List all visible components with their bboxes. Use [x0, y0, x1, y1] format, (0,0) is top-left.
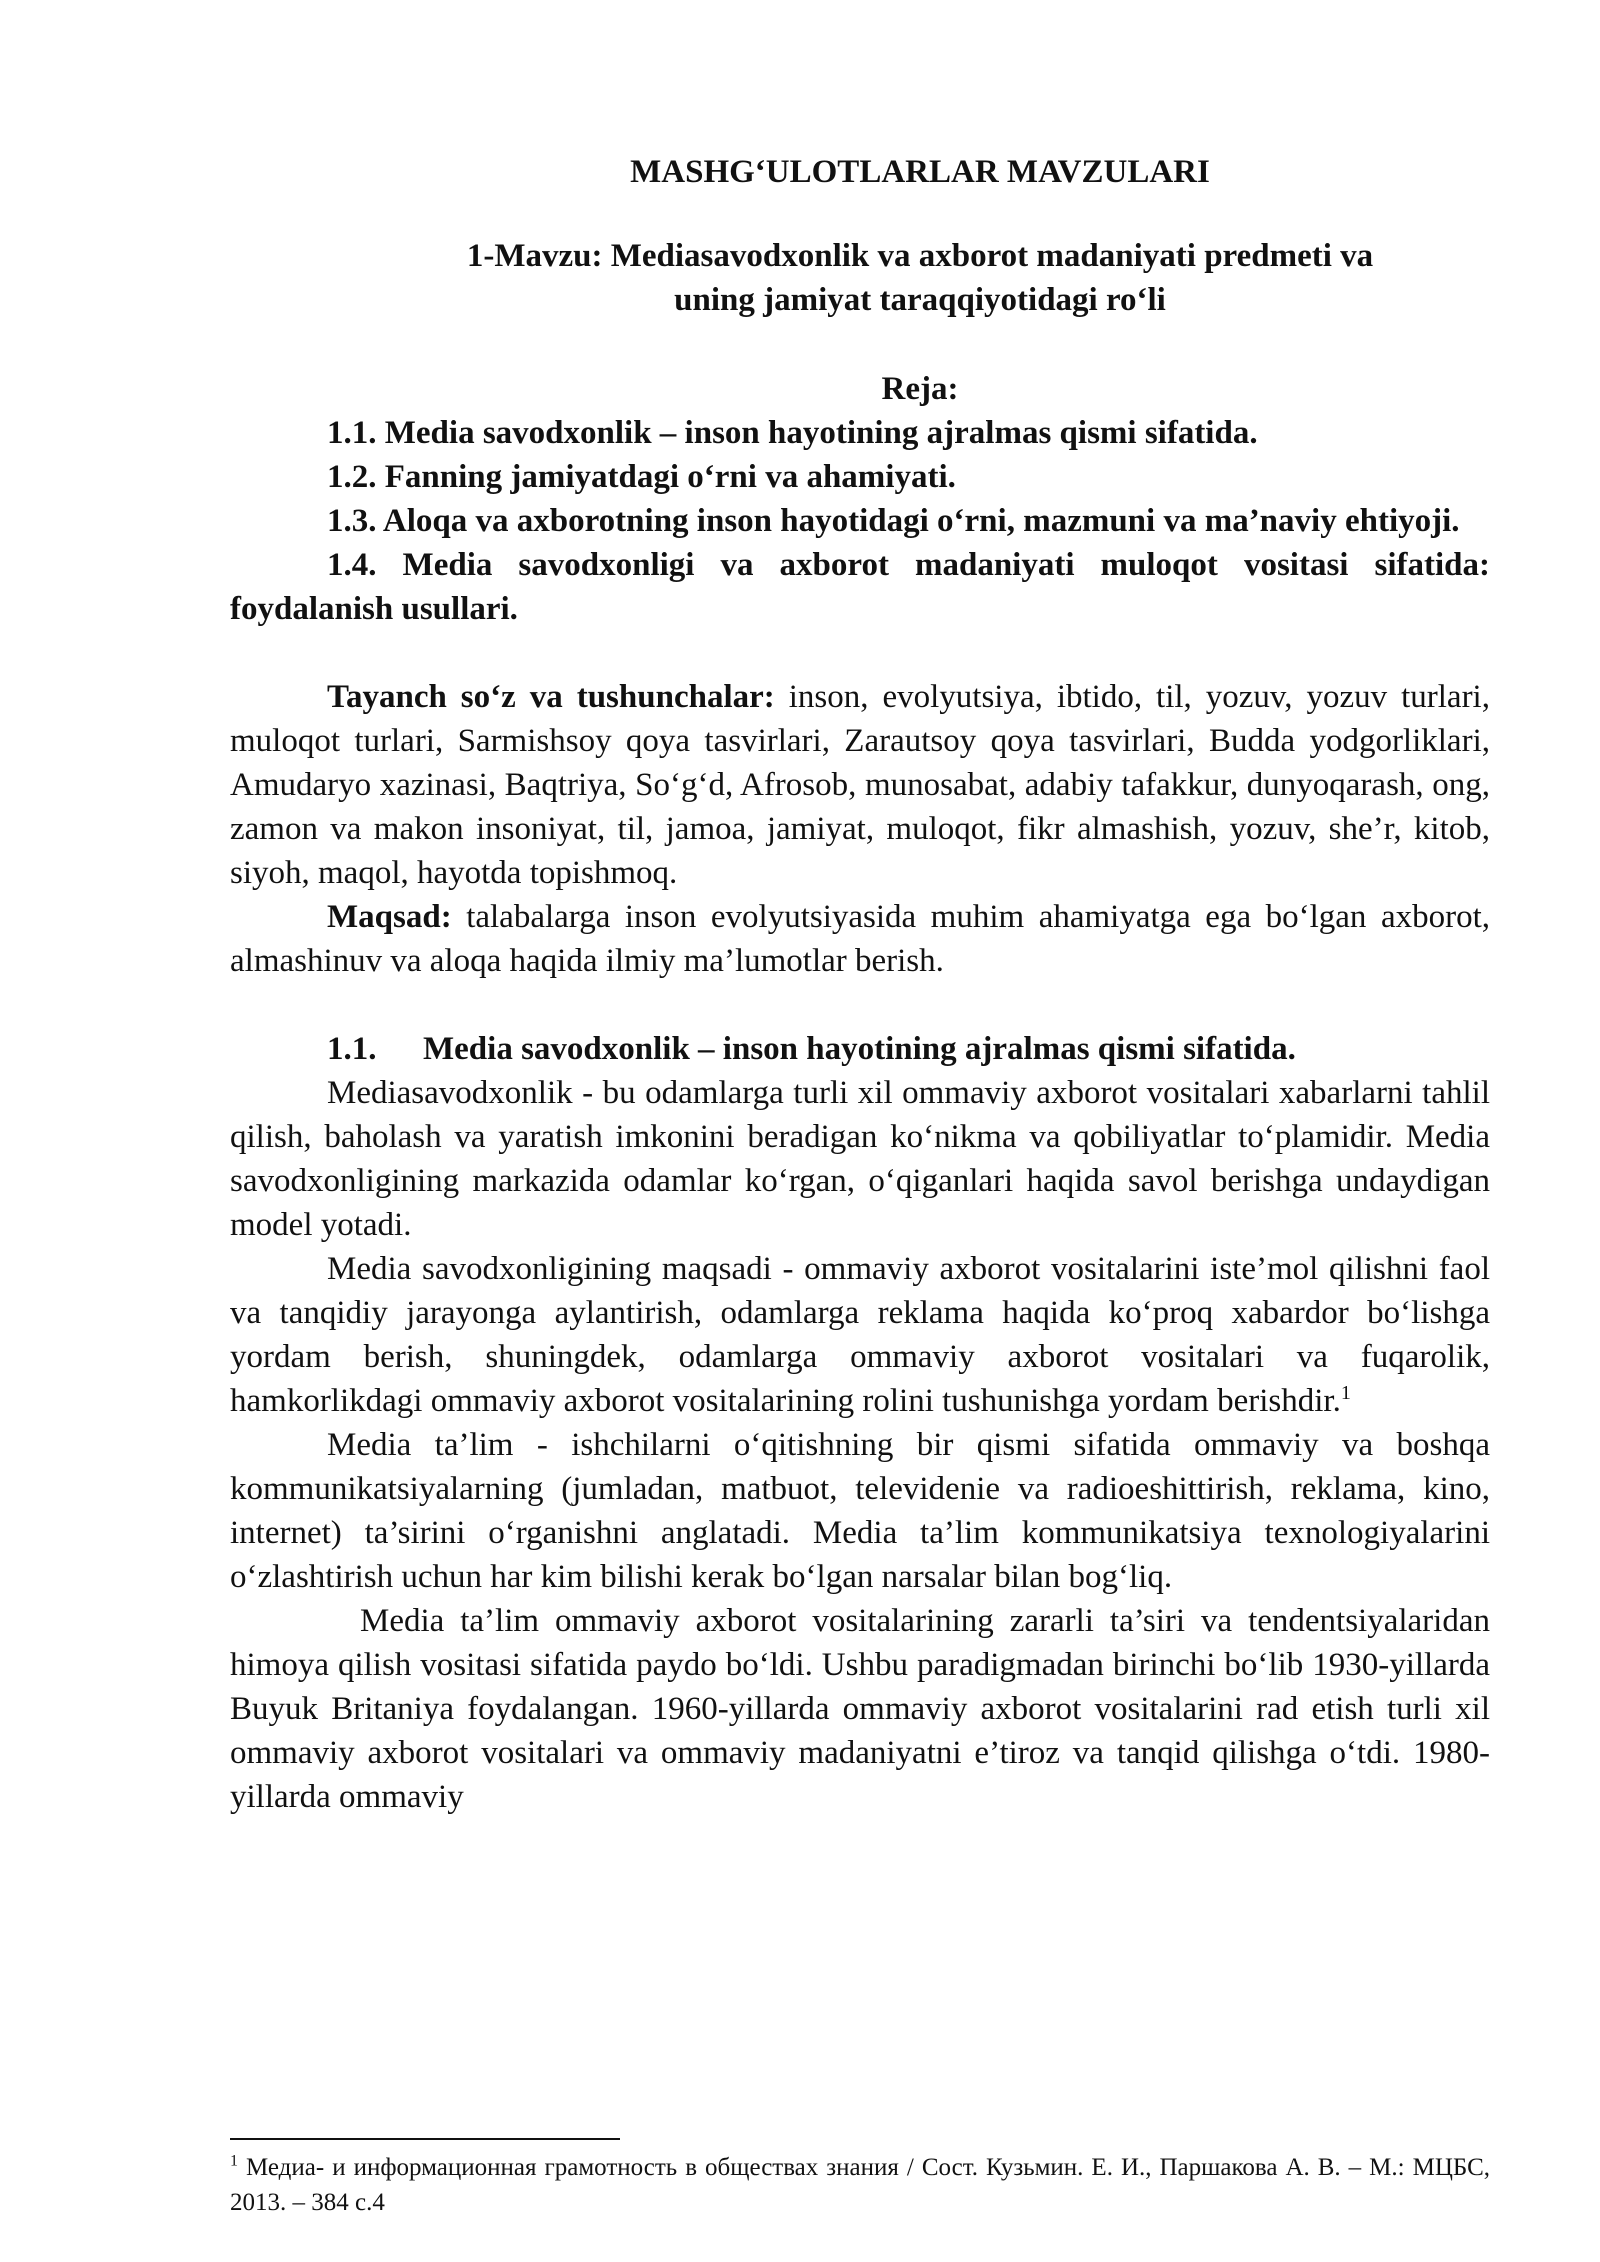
- section-title: Media savodxonlik – inson hayotining ajralmas qismi sifatida.: [423, 1031, 1296, 1067]
- section-heading: [230, 1027, 1490, 1071]
- keywords-label: Tayanch so‘z va tushunchalar:: [327, 679, 775, 715]
- footnote: [230, 2150, 1490, 2220]
- spacer: [230, 631, 1490, 675]
- page-content: [230, 150, 1490, 1819]
- footnote-marker: 1: [230, 2152, 238, 2170]
- goal-label: Maqsad:: [327, 899, 452, 935]
- goal-paragraph: [230, 895, 1490, 983]
- body-paragraph-4: Media ta’lim ommaviy axborot vositalarining zararli ta’siri va tendentsiyalaridan himoya qilish vositasi sifatida paydo bo‘ldi. Ushbu paradigmadan birinchi bo‘lib 1930-yillarda Buyuk Britaniya foydalangan. 1960-yillarda ommaviy axborot vositalarini rad etish turli xil ommaviy axborot vositalari va ommaviy madaniyatni e’tiroz va tanqid qilishga o‘tdi. 1980-yillarda ommaviy: [230, 1603, 1490, 1815]
- keywords-text: inson, evolyutsiya, ibtido, til, yozuv, yozuv turlari, muloqot turlari, Sarmishsoy qoya tasvirlari, Zarautsoy qoya tasvirlari, Budda yodgorliklari, Amudaryo xazinasi, Baqtriya, So‘g‘d, Afrosob, munosabat, adabiy tafakkur, dunyoqarash, ong, zamon va makon insoniyat, til, jamoa, jamiyat, muloqot, fikr almashish, yozuv, she’r, kitob, siyoh, maqol, hayotda topishmoq.: [230, 679, 1490, 891]
- plan-item-2: 1.2. Fanning jamiyatdagi o‘rni va ahamiyati.: [327, 459, 956, 495]
- keywords-paragraph: [230, 675, 1490, 895]
- topic-line-1: 1-Mavzu: Mediasavodxonlik va axborot madaniyati predmeti va: [466, 238, 1374, 274]
- plan-item-4: 1.4. Media savodxonligi va axborot madaniyati muloqot vositasi sifatida: foydalanish usullari.: [230, 547, 1490, 627]
- topic-heading: [230, 234, 1490, 322]
- plan-item-1: 1.1. Media savodxonlik – inson hayotining ajralmas qismi sifatida.: [327, 415, 1258, 451]
- plan-item-3: 1.3. Aloqa va axborotning inson hayotidagi o‘rni, mazmuni va ma’naviy ehtiyoji.: [327, 503, 1460, 539]
- plan-label: Reja:: [881, 371, 959, 407]
- topic-line-2: uning jamiyat taraqqiyotidagi ro‘li: [674, 282, 1166, 318]
- spacer: [230, 983, 1490, 1027]
- page-title: MASHG‘ULOTLARLAR MAVZULARI: [630, 154, 1210, 190]
- footnote-text: Медиа- и информационная грамотность в обществах знания / Сост. Кузьмин. Е. И., Паршакова А. В. – М.: МЦБС, 2013. – 384 с.4: [230, 2154, 1490, 2216]
- footnote-divider: [230, 2138, 620, 2140]
- body-paragraph-3: Media ta’lim - ishchilarni o‘qitishning bir qismi sifatida ommaviy va boshqa kommunikatsiyalarning (jumladan, matbuot, televidenie va radioeshittirish, reklama, kino, internet) ta’sirini o‘rganishni anglatadi. Media ta’lim kommunikatsiya texnologiyalarini o‘zlashtirish uchun har kim bilishi kerak bo‘lgan narsalar bilan bog‘liq.: [230, 1427, 1490, 1595]
- footnote-reference: 1: [1340, 1382, 1351, 1404]
- body-paragraph-2-text: Media savodxonligining maqsadi - ommaviy axborot vositalarini iste’mol qilishni faol va tanqidiy jarayonga aylantirish, odamlarga reklama haqida ko‘proq xabardor bo‘lishga yordam berish, shuningdek, odamlarga ommaviy axborot vositalari va fuqarolik, hamkorlikdagi ommaviy axborot vositalarining rolini tushunishga yordam berishdir.: [230, 1251, 1490, 1419]
- goal-text: talabalarga inson evolyutsiyasida muhim ahamiyatga ega bo‘lgan axborot, almashinuv va aloqa haqida ilmiy ma’lumotlar berish.: [230, 899, 1490, 979]
- body-paragraph-2: [230, 1247, 1490, 1423]
- body-paragraph-1: Mediasavodxonlik - bu odamlarga turli xil ommaviy axborot vositalari xabarlarni tahlil qilish, baholash va yaratish imkonini beradigan ko‘nikma va qobiliyatlar to‘plamidir. Media savodxonligining markazida odamlar ko‘rgan, o‘qiganlari haqida savol berishga undaydigan model yotadi.: [230, 1075, 1490, 1243]
- section-number: 1.1.: [327, 1031, 377, 1067]
